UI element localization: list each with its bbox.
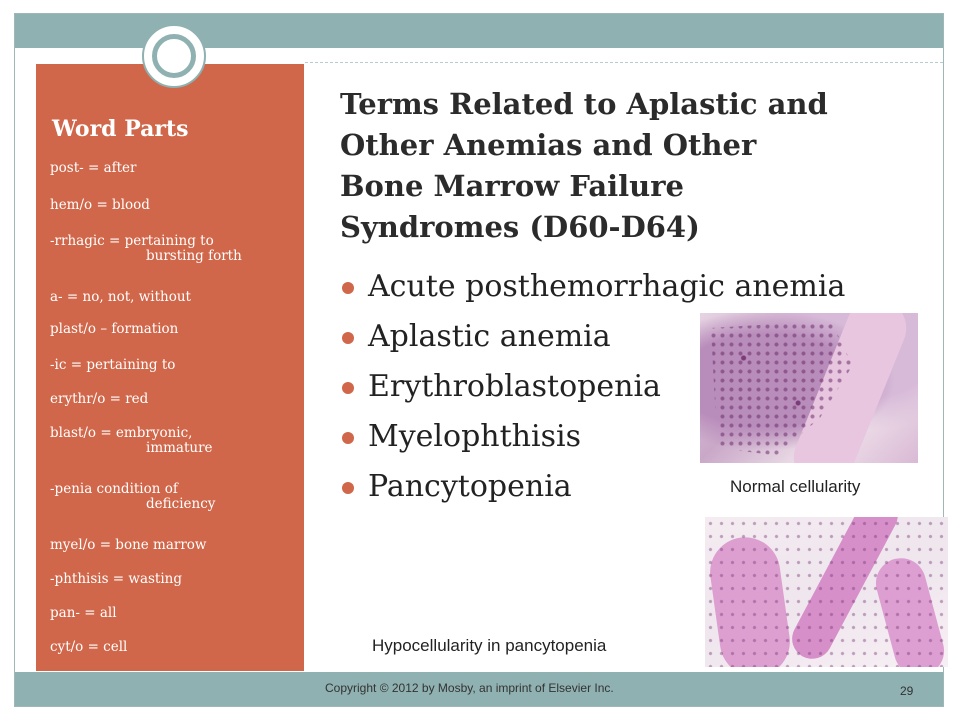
word-part-text: -rrhagic = pertaining to (50, 233, 214, 249)
marrow-cells (705, 517, 948, 667)
title-line: Terms Related to Aplastic and (340, 87, 828, 121)
word-part-item (50, 482, 300, 512)
term-text: Erythroblastopenia (368, 369, 661, 404)
term-text: Aplastic anemia (368, 319, 611, 354)
word-part-item (50, 392, 300, 407)
word-part-continuation: deficiency (146, 496, 216, 512)
word-part-text: -ic = pertaining to (50, 357, 176, 373)
term-text: Pancytopenia (368, 469, 572, 504)
page-number: 29 (900, 684, 914, 698)
word-parts-sidebar (36, 64, 304, 671)
word-part-item (50, 234, 300, 264)
word-part-continuation: immature (146, 440, 213, 456)
word-part-item (50, 426, 300, 456)
word-part-text: a- = no, not, without (50, 289, 191, 305)
word-part-text: post- = after (50, 160, 137, 176)
slide-title (340, 84, 930, 248)
title-line: Syndromes (D60-D64) (340, 210, 700, 244)
word-part-item (50, 322, 300, 337)
word-part-item (50, 572, 300, 587)
word-part-text: erythr/o = red (50, 391, 149, 407)
word-part-item (50, 538, 300, 553)
word-parts-title: Word Parts (52, 116, 189, 142)
word-part-text: hem/o = blood (50, 197, 150, 213)
term-text: Myelophthisis (368, 419, 581, 454)
title-line: Bone Marrow Failure (340, 169, 684, 203)
top-divider (305, 62, 943, 63)
word-part-text: -phthisis = wasting (50, 571, 183, 587)
term-text: Acute posthemorrhagic anemia (368, 269, 846, 304)
bullet-dot-icon (342, 482, 354, 494)
word-part-text: myel/o = bone marrow (50, 537, 207, 553)
normal-cellularity-caption: Normal cellularity (730, 477, 861, 496)
bullet-dot-icon (342, 432, 354, 444)
word-part-text: blast/o = embryonic, (50, 425, 193, 441)
title-line: Other Anemias and Other (340, 128, 757, 162)
hypocellularity-caption: Hypocellularity in pancytopenia (372, 636, 607, 655)
term-item (340, 262, 845, 312)
word-part-text: pan- = all (50, 605, 117, 621)
hypocellularity-micrograph (705, 517, 948, 667)
word-part-item (50, 640, 300, 655)
bullet-dot-icon (342, 382, 354, 394)
bullet-dot-icon (342, 282, 354, 294)
bullet-dot-icon (342, 332, 354, 344)
word-part-text: -penia condition of (50, 481, 178, 497)
word-part-item (50, 198, 300, 213)
word-part-item (50, 606, 300, 621)
normal-cellularity-micrograph (700, 313, 918, 463)
word-part-text: cyt/o = cell (50, 639, 128, 655)
decorative-circle-inner (152, 34, 196, 78)
word-part-text: plast/o – formation (50, 321, 179, 337)
word-part-item (50, 358, 300, 373)
word-part-continuation: bursting forth (146, 248, 242, 264)
word-part-item (50, 161, 300, 176)
copyright-notice: Copyright © 2012 by Mosby, an imprint of Elsevier Inc. (325, 681, 614, 695)
word-part-item (50, 290, 300, 305)
